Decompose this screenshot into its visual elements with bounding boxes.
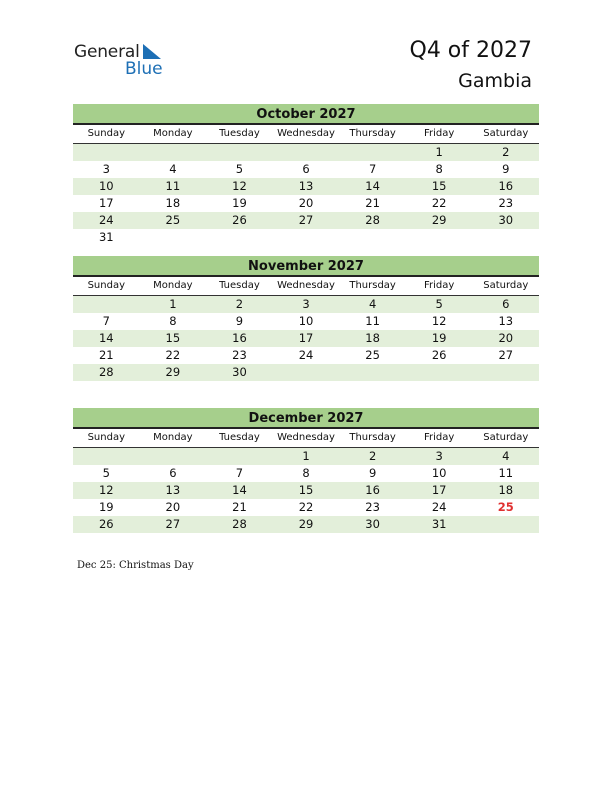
day-cell: 8 (302, 466, 310, 480)
weekday-label: Tuesday (219, 432, 260, 443)
day-cell (339, 144, 406, 161)
day-cell (73, 144, 140, 161)
week-row (73, 516, 539, 533)
weekday-header-row (73, 277, 539, 296)
weekday-label: Sunday (87, 432, 125, 443)
week-row (73, 347, 539, 364)
day-cell: 28 (98, 365, 114, 379)
day-cell: 3 (102, 162, 110, 176)
day-cell: 2 (502, 145, 510, 159)
week-row (73, 212, 539, 229)
day-cell (472, 364, 539, 381)
day-cell: 18 (498, 483, 514, 497)
weekday-label: Wednesday (277, 128, 335, 139)
day-cell: 10 (98, 179, 114, 193)
day-cell: 24 (431, 500, 447, 514)
day-cell: 11 (365, 314, 380, 328)
day-cell (339, 364, 406, 381)
day-cell (472, 229, 539, 246)
day-cell: 15 (431, 179, 447, 193)
month-october (73, 104, 539, 246)
day-cell: 17 (431, 483, 447, 497)
day-cell: 14 (232, 483, 247, 497)
day-cell: 22 (431, 196, 447, 210)
day-cell: 7 (368, 162, 377, 176)
week-row (73, 144, 539, 161)
brand-word-general: General (74, 42, 140, 62)
day-cell: 20 (498, 331, 514, 345)
month-header: December 2027 (73, 408, 539, 429)
day-cell: 9 (235, 314, 244, 328)
day-cell: 23 (365, 500, 380, 514)
day-cell: 22 (165, 348, 181, 362)
day-cell (206, 144, 273, 161)
day-cell: 5 (102, 466, 110, 480)
week-row (73, 482, 539, 499)
week-row (73, 499, 539, 516)
week-row (73, 313, 539, 330)
day-cell: 14 (98, 331, 114, 345)
day-cell: 12 (98, 483, 114, 497)
day-cell (73, 448, 140, 465)
month-december (73, 408, 539, 533)
day-cell: 25 (365, 348, 380, 362)
day-cell: 30 (365, 517, 380, 531)
day-cell: 14 (365, 179, 380, 193)
day-cell: 29 (298, 517, 314, 531)
weekday-label: Thursday (349, 432, 396, 443)
week-row (73, 296, 539, 313)
day-cell: 7 (102, 314, 110, 328)
day-cell: 19 (431, 331, 447, 345)
weekday-header-row (73, 429, 539, 448)
country-name: Gambia (458, 70, 532, 92)
day-cell: 26 (98, 517, 114, 531)
day-cell: 29 (165, 365, 181, 379)
week-row (73, 364, 539, 381)
weekday-label: Saturday (483, 128, 529, 139)
day-cell: 19 (98, 500, 114, 514)
weekday-label: Friday (424, 432, 455, 443)
day-cell (406, 229, 473, 246)
day-cell (140, 448, 207, 465)
weekday-label: Thursday (349, 128, 396, 139)
day-cell: 13 (298, 179, 314, 193)
day-cell: 25 (165, 213, 181, 227)
day-cell: 17 (298, 331, 314, 345)
day-cell: 20 (298, 196, 314, 210)
day-cell: 4 (169, 162, 177, 176)
day-cell: 17 (98, 196, 114, 210)
week-row (73, 195, 539, 212)
day-cell: 16 (365, 483, 380, 497)
page-title: Q4 of 2027 (409, 38, 532, 63)
month-november (73, 256, 539, 381)
day-cell (273, 144, 340, 161)
day-cell: 13 (498, 314, 514, 328)
day-cell: 12 (431, 314, 447, 328)
day-cell: 29 (431, 213, 447, 227)
day-cell: 8 (169, 314, 177, 328)
day-cell: 21 (232, 500, 247, 514)
day-cell: 7 (235, 466, 244, 480)
day-cell (206, 448, 273, 465)
day-cell: 9 (502, 162, 510, 176)
day-cell (273, 364, 340, 381)
day-cell: 6 (169, 466, 177, 480)
brand-logo (74, 42, 174, 78)
day-cell: 18 (165, 196, 181, 210)
day-cell: 15 (298, 483, 314, 497)
day-cell: 21 (98, 348, 114, 362)
day-cell: 9 (368, 466, 377, 480)
week-row (73, 448, 539, 465)
day-cell: 12 (232, 179, 247, 193)
day-cell (472, 516, 539, 533)
week-row (73, 229, 539, 246)
day-cell (140, 144, 207, 161)
weekday-header-row (73, 125, 539, 144)
day-cell (206, 229, 273, 246)
day-cell: 2 (368, 449, 377, 463)
day-cell: 23 (232, 348, 247, 362)
holiday-note: Dec 25: Christmas Day (77, 560, 194, 571)
weekday-label: Thursday (349, 280, 396, 291)
day-cell (339, 229, 406, 246)
week-row (73, 178, 539, 195)
weekday-label: Sunday (87, 280, 125, 291)
day-cell: 2 (235, 297, 244, 311)
day-cell: 10 (431, 466, 447, 480)
week-row (73, 161, 539, 178)
day-cell: 19 (232, 196, 247, 210)
weekday-label: Saturday (483, 280, 529, 291)
day-cell: 6 (302, 162, 310, 176)
weekday-label: Saturday (483, 432, 529, 443)
day-cell: 10 (298, 314, 314, 328)
day-cell: 13 (165, 483, 181, 497)
weekday-label: Sunday (87, 128, 125, 139)
day-cell (140, 229, 207, 246)
day-cell: 20 (165, 500, 181, 514)
week-row (73, 465, 539, 482)
day-cell: 16 (232, 331, 247, 345)
day-cell: 18 (365, 331, 380, 345)
weekday-label: Friday (424, 128, 455, 139)
weekday-label: Monday (153, 432, 193, 443)
day-cell: 4 (368, 297, 377, 311)
day-cell: 16 (498, 179, 514, 193)
day-cell: 31 (431, 517, 447, 531)
day-cell: 3 (302, 297, 310, 311)
day-cell: 27 (165, 517, 181, 531)
day-cell: 28 (365, 213, 380, 227)
month-header: November 2027 (73, 256, 539, 277)
day-cell: 26 (232, 213, 247, 227)
day-cell: 11 (498, 466, 514, 480)
brand-triangle-icon (141, 44, 163, 60)
weekday-label: Monday (153, 280, 193, 291)
day-cell: 4 (502, 449, 510, 463)
day-cell (73, 296, 140, 313)
day-cell: 24 (298, 348, 314, 362)
day-cell: 31 (98, 230, 114, 244)
day-cell: 26 (431, 348, 447, 362)
day-cell: 11 (165, 179, 181, 193)
holiday-day-cell: 25 (497, 500, 514, 514)
day-cell: 1 (302, 449, 310, 463)
day-cell (406, 364, 473, 381)
weekday-label: Friday (424, 280, 455, 291)
holiday-notes (77, 560, 194, 571)
day-cell: 27 (298, 213, 314, 227)
day-cell: 1 (435, 145, 443, 159)
day-cell: 30 (232, 365, 247, 379)
day-cell: 23 (498, 196, 514, 210)
day-cell: 30 (498, 213, 514, 227)
day-cell: 21 (365, 196, 380, 210)
day-cell: 8 (435, 162, 443, 176)
day-cell (273, 229, 340, 246)
month-header: October 2027 (73, 104, 539, 125)
day-cell: 1 (169, 297, 177, 311)
day-cell: 28 (232, 517, 247, 531)
day-cell: 24 (98, 213, 114, 227)
day-cell: 15 (165, 331, 181, 345)
day-cell: 6 (502, 297, 510, 311)
week-row (73, 330, 539, 347)
brand-word-blue: Blue (125, 59, 163, 79)
day-cell: 3 (435, 449, 443, 463)
day-cell: 27 (498, 348, 514, 362)
weekday-label: Monday (153, 128, 193, 139)
weekday-label: Tuesday (219, 128, 260, 139)
weekday-label: Wednesday (277, 432, 335, 443)
day-cell: 22 (298, 500, 314, 514)
weekday-label: Tuesday (219, 280, 260, 291)
weekday-label: Wednesday (277, 280, 335, 291)
day-cell: 5 (435, 297, 443, 311)
day-cell: 5 (235, 162, 244, 176)
